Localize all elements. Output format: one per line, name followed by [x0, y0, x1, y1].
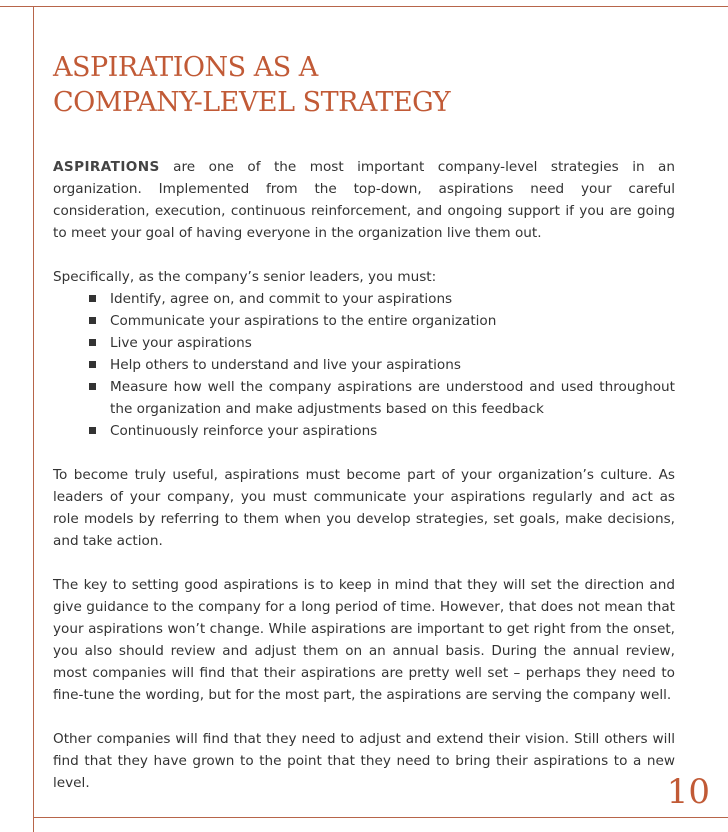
frame-bottom-tick — [648, 817, 728, 818]
bullet-intro: Specifically, as the company’s senior leaders, you must: — [53, 269, 437, 285]
paragraph-1 — [53, 156, 675, 244]
page-title — [53, 50, 450, 120]
paragraph-1-text: are one of the most important company-level strategies in an organization. Implemented from the top-down, aspirations need your careful consideration, execution, continuous reinforcement, and ongoing support if you are going to meet your goal of having everyone in the organization live them out. — [53, 159, 675, 241]
list-item: Continuously reinforce your aspirations — [89, 420, 675, 442]
paragraph-2: To become truly useful, aspirations must become part of your organization’s culture. As leaders of your company, you must communicate your aspirations regularly and act as role models by referring to them when you develop strategies, set goals, make decisions, and take action. — [53, 467, 675, 549]
page-number: 10 — [666, 772, 710, 812]
title-line-1: ASPIRATIONS AS A — [53, 52, 318, 83]
list-item: Communicate your aspirations to the entire organization — [89, 310, 675, 332]
frame-top-tick — [0, 6, 33, 7]
article-body — [53, 156, 675, 816]
list-item: Live your aspirations — [89, 332, 675, 354]
responsibility-list — [53, 288, 675, 442]
list-item: Measure how well the company aspirations are understood and used throughout the organization and make adjustments based on this feedback — [89, 376, 675, 420]
frame-left-tick — [33, 818, 34, 832]
list-item: Help others to understand and live your aspirations — [89, 354, 675, 376]
list-item: Identify, agree on, and commit to your aspirations — [89, 288, 675, 310]
lead-word: ASPIRATIONS — [53, 159, 160, 175]
paragraph-4: Other companies will find that they need to adjust and extend their vision. Still others will find that they have grown to the point that they need to bring their aspirations to a new level. — [53, 731, 675, 791]
paragraph-3: The key to setting good aspirations is to keep in mind that they will set the direction and give guidance to the company for a long period of time. However, that does not mean that your aspirations won’t change. While aspirations are important to get right from the onset, you also should review and adjust them on an annual basis. During the annual review, most companies will find that their aspirations are pretty well set – perhaps they need to fine-tune the wording, but for the most part, the aspirations are serving the company well. — [53, 577, 675, 703]
title-line-2: COMPANY-LEVEL STRATEGY — [53, 87, 451, 118]
